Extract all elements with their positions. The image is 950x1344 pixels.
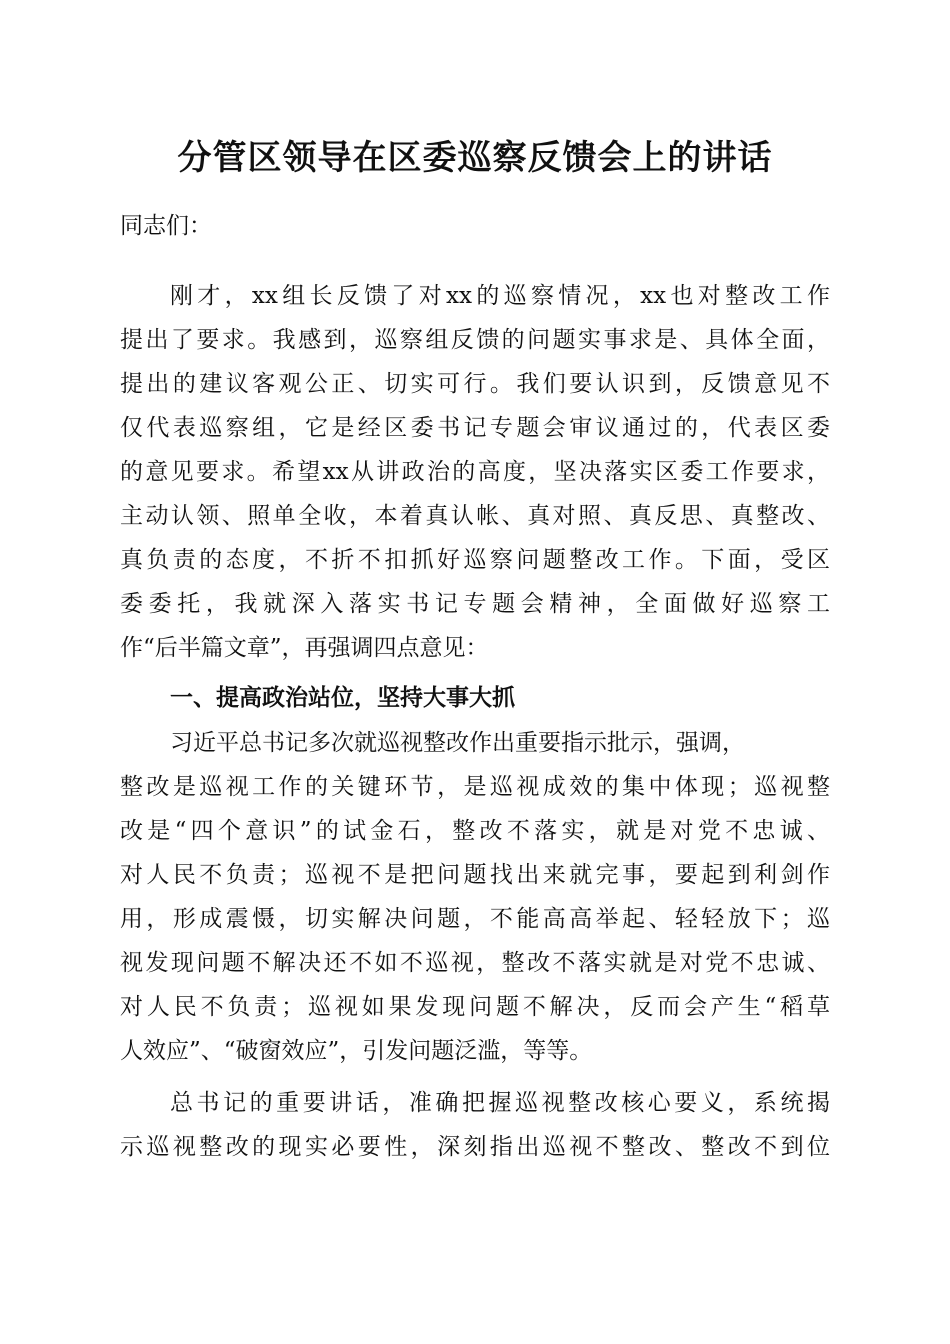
document-title: 分管区领导在区委巡察反馈会上的讲话 (177, 138, 773, 178)
paragraph-line: 刚才，xx组长反馈了对xx的巡察情况，xx也对整改工作 (170, 283, 830, 309)
paragraph-line: 整改是巡视工作的关键环节，是巡视成效的集中体现；巡视整 (120, 774, 830, 800)
paragraph-line: 对人民不负责；巡视如果发现问题不解决，反而会产生“稻草 (120, 994, 830, 1020)
paragraph-line: 仅代表巡察组，它是经区委书记专题会审议通过的，代表区委 (120, 415, 830, 441)
paragraph-line: 真负责的态度，不折不扣抓好巡察问题整改工作。下面，受区 (120, 547, 830, 573)
paragraph-line: 提出的建议客观公正、切实可行。我们要认识到，反馈意见不 (120, 371, 830, 397)
paragraph-line: 视发现问题不解决还不如不巡视，整改不落实就是对党不忠诚、 (120, 950, 830, 976)
paragraph-line: 改是“四个意识”的试金石，整改不落实，就是对党不忠诚、 (120, 818, 830, 844)
paragraph-line: 主动认领、照单全收，本着真认帐、真对照、真反思、真整改、 (120, 503, 830, 529)
section-heading: 一、提高政治站位，坚持大事大抓 (170, 685, 515, 711)
paragraph-line: 用，形成震慑，切实解决问题，不能高高举起、轻轻放下；巡 (120, 906, 830, 932)
paragraph-line: 对人民不负责；巡视不是把问题找出来就完事，要起到利剑作 (120, 862, 830, 888)
paragraph-line: 作“后半篇文章”，再强调四点意见： (120, 635, 489, 661)
paragraph-line: 的意见要求。希望xx从讲政治的高度，坚决落实区委工作要求， (120, 459, 830, 485)
paragraph-line: 提出了要求。我感到，巡察组反馈的问题实事求是、具体全面， (120, 327, 830, 353)
paragraph-line: 总书记的重要讲话，准确把握巡视整改核心要义，系统揭 (170, 1090, 830, 1116)
paragraph-line: 习近平总书记多次就巡视整改作出重要指示批示，强调， (170, 730, 745, 756)
paragraph-line: 委委托，我就深入落实书记专题会精神，全面做好巡察工 (120, 591, 830, 617)
salutation: 同志们： (120, 213, 212, 239)
paragraph-line: 人效应”、“破窗效应”，引发问题泛滥，等等。 (120, 1038, 593, 1064)
paragraph-line: 示巡视整改的现实必要性，深刻指出巡视不整改、整改不到位 (120, 1134, 830, 1160)
